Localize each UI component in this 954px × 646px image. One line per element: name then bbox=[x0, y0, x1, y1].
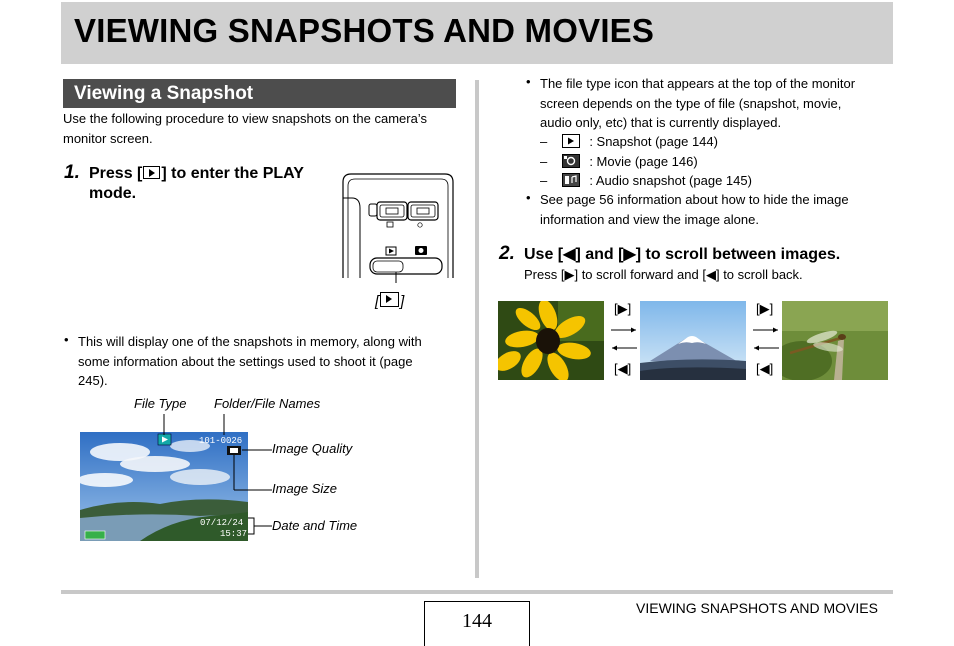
callout-close-bracket: ] bbox=[400, 293, 405, 310]
play-button-icon bbox=[143, 166, 160, 179]
step-1-text-a: Press [ bbox=[89, 165, 143, 182]
right-bullet-1-line-3: audio only, etc) that is currently displayed. bbox=[540, 115, 782, 130]
file-type-movie bbox=[540, 152, 752, 172]
step-2-subtext bbox=[524, 265, 803, 285]
callout-open-bracket: [ bbox=[375, 293, 380, 310]
right-bullet-2 bbox=[540, 190, 849, 229]
left-arrow-icon: ◀ bbox=[705, 267, 716, 282]
snapshot-icon bbox=[562, 134, 580, 148]
mountain-photo bbox=[640, 301, 746, 380]
step-2-sub-c: ] to scroll back. bbox=[715, 267, 803, 282]
dash: – bbox=[540, 173, 548, 188]
section-title: Viewing a Snapshot bbox=[74, 83, 254, 104]
snapshot-label: : Snapshot (page 144) bbox=[589, 134, 718, 149]
callout-lines bbox=[150, 410, 280, 535]
file-type-snapshot bbox=[540, 132, 752, 152]
bullet-dot: • bbox=[526, 190, 531, 205]
play-callout-icon bbox=[380, 292, 399, 307]
scroll-arrows-1 bbox=[608, 322, 640, 354]
label-folder-file-names: Folder/File Names bbox=[214, 396, 321, 411]
bullet-1-line-1: This will display one of the snapshots in memory, along with bbox=[78, 334, 422, 349]
page-number: 144 bbox=[424, 601, 530, 646]
right-arrow-icon: ▶ bbox=[623, 246, 636, 263]
audio-snapshot-icon bbox=[562, 173, 580, 187]
right-bullet-1-line-2: screen depends on the type of file (snapshot, movie, bbox=[540, 95, 842, 111]
step-1-text bbox=[89, 164, 304, 204]
column-divider bbox=[475, 80, 479, 578]
right-bullet-2-line-2: information and view the image alone. bbox=[540, 211, 759, 227]
running-title: VIEWING SNAPSHOTS AND MOVIES bbox=[636, 600, 878, 616]
page-title: VIEWING SNAPSHOTS AND MOVIES bbox=[74, 12, 655, 49]
flower-photo bbox=[498, 301, 604, 380]
scroll-arrows-2 bbox=[750, 322, 782, 354]
step-2-text-c: ] to scroll between images. bbox=[635, 246, 841, 263]
right-arrow-icon: ▶ bbox=[564, 267, 575, 282]
step-1-text-b: ] to enter the PLAY bbox=[161, 165, 304, 182]
bullet-dot: • bbox=[64, 332, 69, 347]
footer-rule bbox=[61, 590, 893, 594]
time-value: 15:37 bbox=[220, 529, 248, 539]
file-type-audio bbox=[540, 171, 752, 191]
dash: – bbox=[540, 134, 548, 149]
bullet-dot: • bbox=[526, 74, 531, 89]
dash: – bbox=[540, 153, 548, 169]
scroll-back-label-2: [◀] bbox=[756, 361, 774, 376]
date-value: 07/12/24 bbox=[200, 518, 244, 528]
step-2-text-b: ] and [ bbox=[575, 246, 624, 263]
intro-text: Use the following procedure to view snapshots on the camera’s monitor screen. bbox=[63, 111, 427, 146]
scroll-back-label-1: [◀] bbox=[614, 361, 632, 376]
scroll-forward-label-2: [▶] bbox=[756, 301, 774, 316]
play-button-callout bbox=[375, 292, 404, 312]
step-2-sub-b: ] to scroll forward and [ bbox=[574, 267, 706, 282]
step-2-text bbox=[524, 245, 840, 265]
audio-label: : Audio snapshot (page 145) bbox=[589, 173, 752, 188]
dragonfly-photo bbox=[782, 301, 888, 380]
right-bullet-1-line-1: The file type icon that appears at the top of the monitor bbox=[540, 76, 856, 91]
step-2-number: 2. bbox=[499, 243, 515, 264]
label-image-size: Image Size bbox=[272, 481, 338, 496]
movie-label: : Movie (page 146) bbox=[589, 153, 698, 169]
bullet-1-line-2: some information about the settings used to shoot it (page bbox=[78, 353, 413, 369]
camera-back-illustration bbox=[340, 168, 458, 283]
bullet-1-text bbox=[78, 332, 422, 391]
movie-icon bbox=[562, 154, 580, 168]
label-file-type: File Type bbox=[134, 396, 187, 411]
file-type-list bbox=[540, 132, 752, 191]
scroll-forward-label-1: [▶] bbox=[614, 301, 632, 316]
step-2-sub-a: Press [ bbox=[524, 267, 565, 282]
right-bullet-1 bbox=[540, 74, 855, 133]
step-1-number: 1. bbox=[64, 162, 80, 183]
folder-file-value: 101-0026 bbox=[199, 436, 243, 446]
label-date-time: Date and Time bbox=[272, 518, 358, 533]
step-1-text-c: mode. bbox=[89, 185, 137, 202]
label-image-quality: Image Quality bbox=[272, 441, 353, 456]
right-bullet-2-line-1: See page 56 information about how to hide the image bbox=[540, 192, 849, 207]
left-arrow-icon: ◀ bbox=[563, 246, 576, 263]
step-2-text-a: Use [ bbox=[524, 246, 564, 263]
bullet-1-line-3: 245). bbox=[78, 373, 108, 388]
